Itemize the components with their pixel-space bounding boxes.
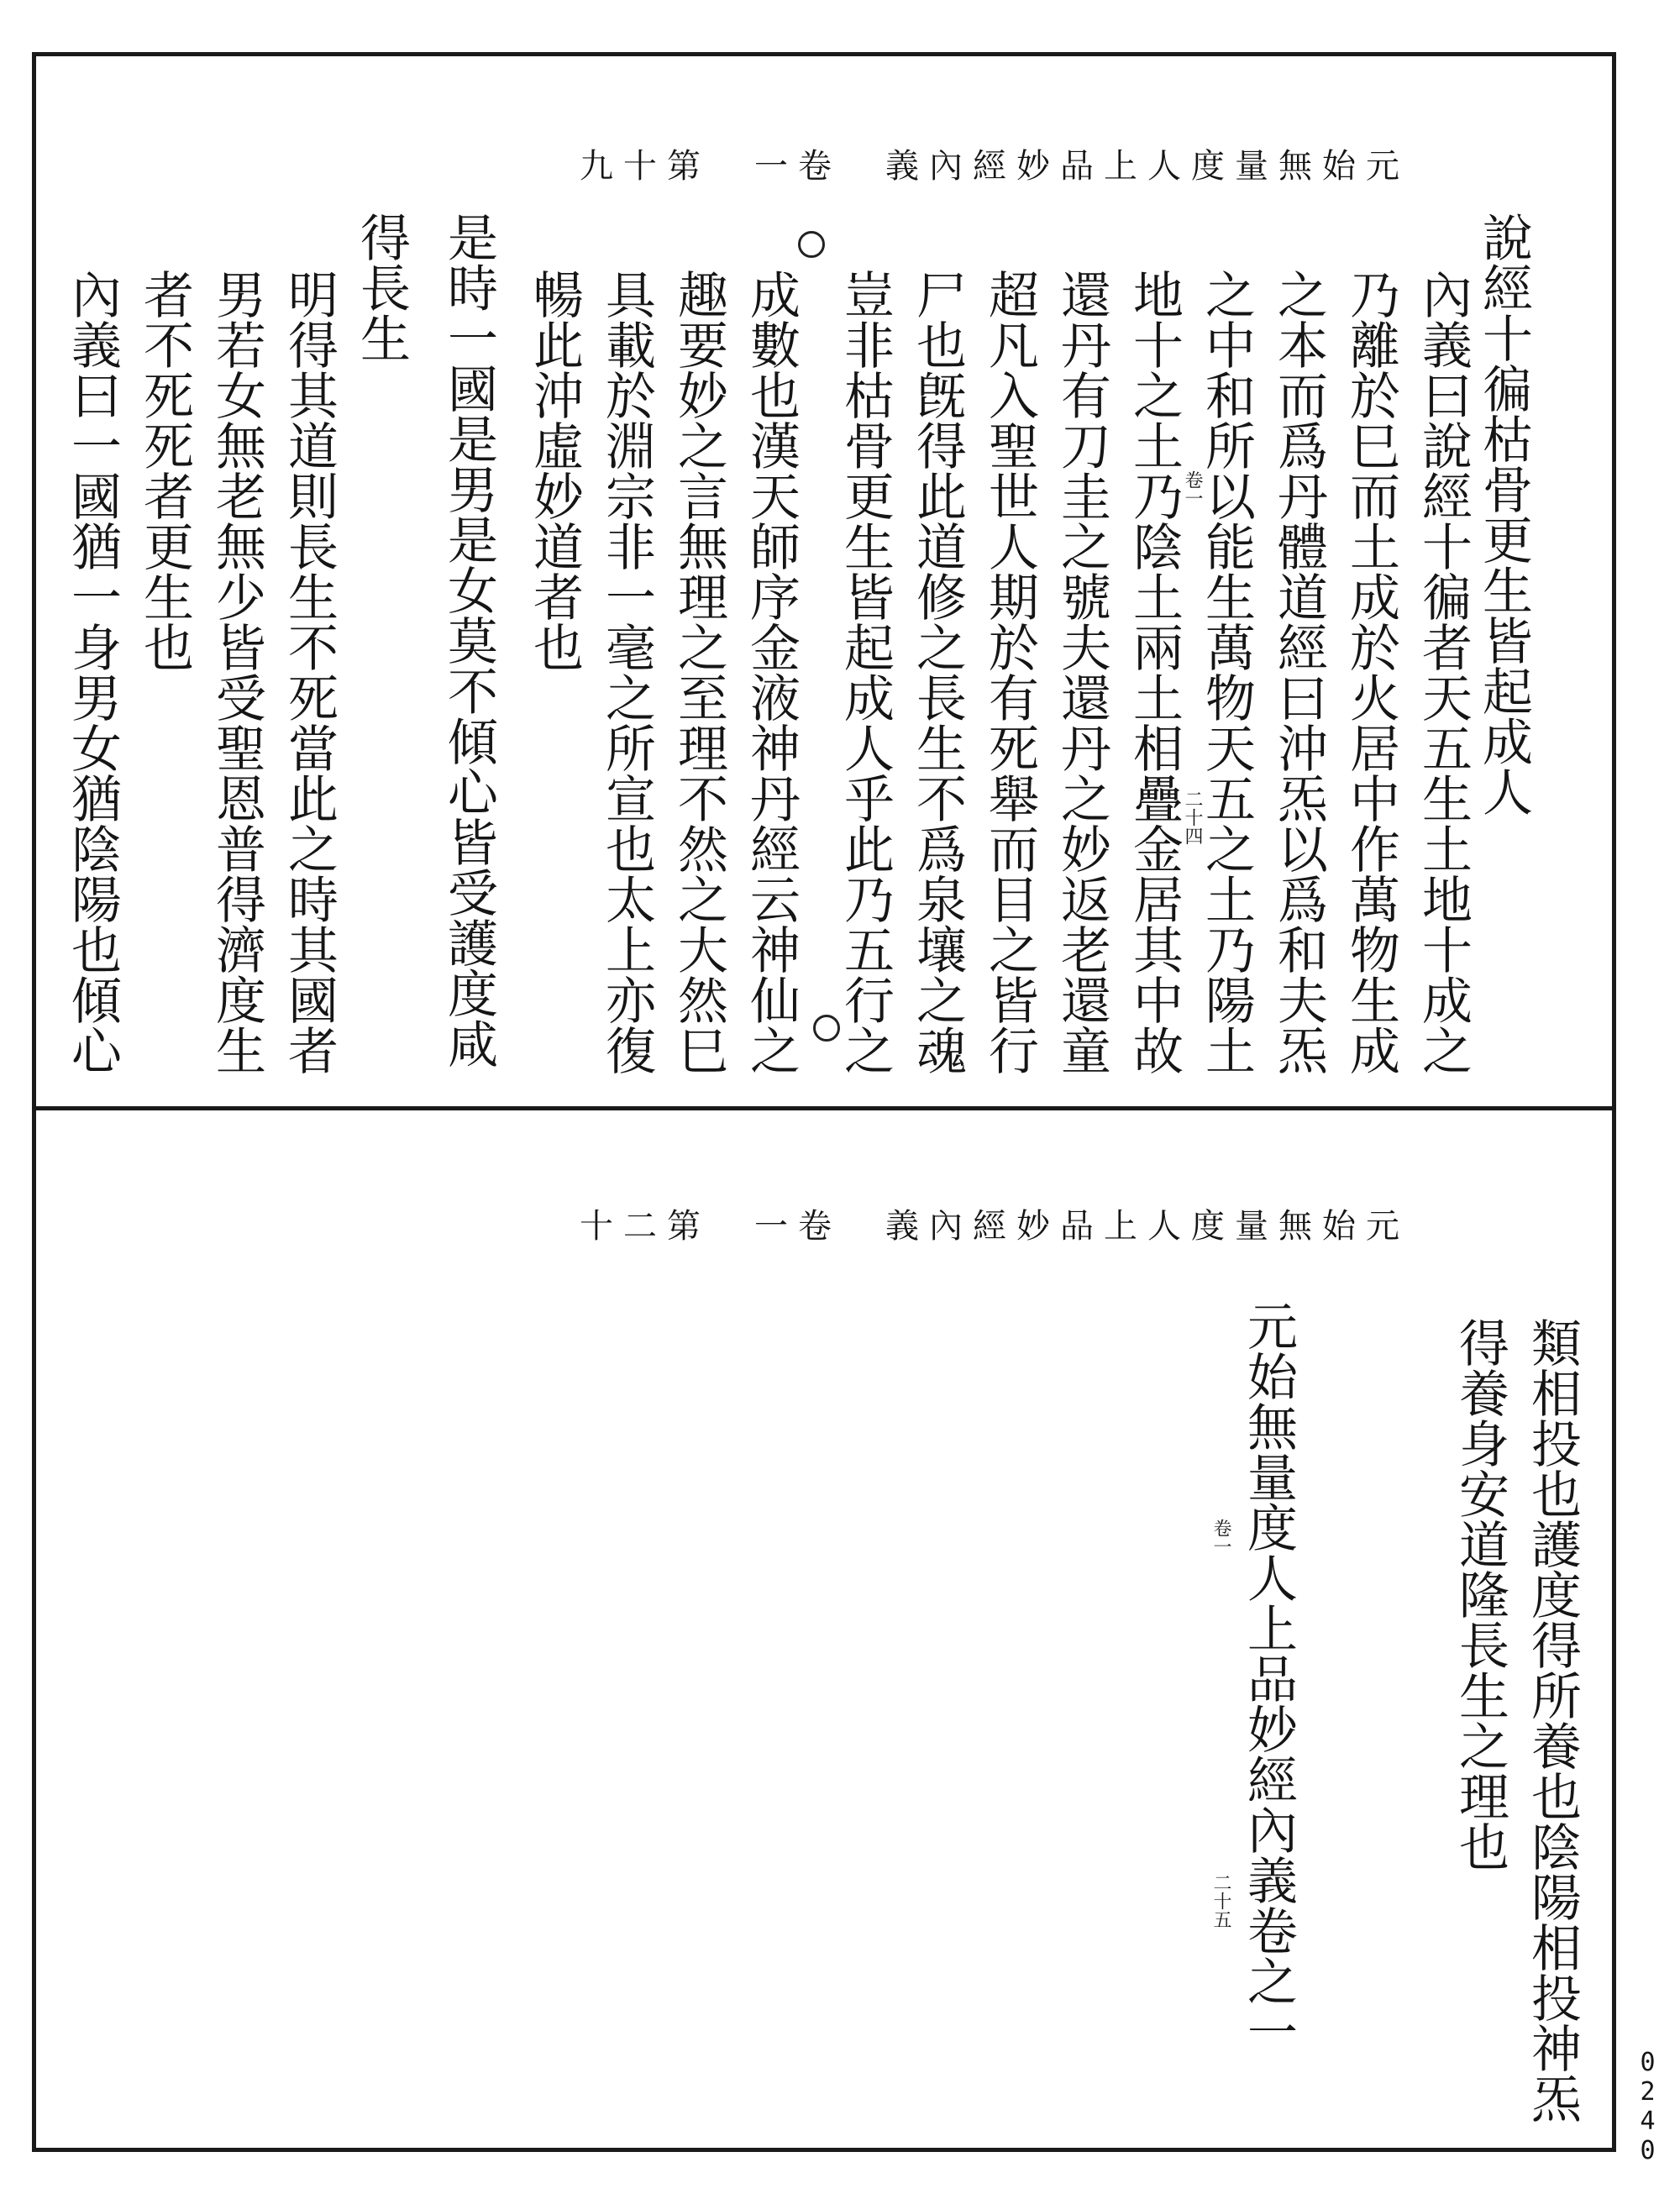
text-column: 具載於淵宗非一毫之所宣也太上亦復 <box>597 269 656 1075</box>
text-column: 內義曰說經十徧者天五生土地十成之 <box>1414 269 1473 1075</box>
page-number: 0240 <box>1633 2048 1662 2165</box>
half-divider <box>32 1106 1616 1110</box>
text-column: 得長生 <box>352 212 411 363</box>
text-column: 說經十徧枯骨更生皆起成人 <box>1474 212 1533 816</box>
text-column: 地十之土乃陰土兩土相疊金居其中故 <box>1125 269 1184 1075</box>
text-column: 成數也漢天師序金液神丹經云神仙之 <box>742 269 801 1075</box>
chapter-annotation: 卷一 <box>1182 470 1203 507</box>
text-column: 得養身安道隆長生之理也 <box>1451 1317 1509 1871</box>
text-column: 超凡入聖世人期於有死舉而目之皆行 <box>980 269 1039 1075</box>
text-column: 之本而爲丹體道經曰沖炁以爲和夫炁 <box>1269 269 1328 1075</box>
upper-header: 元始無量度人上品妙經內義 卷一 第十九 <box>580 147 1410 186</box>
text-column: 男若女無老無少皆受聖恩普得濟度生 <box>207 269 266 1075</box>
text-column: 暢此沖虛妙道者也 <box>525 269 584 672</box>
chapter-annotation: 卷一 <box>1210 1519 1231 1556</box>
text-column: 趣要妙之言無理之至理不然之大然巳 <box>669 269 728 1075</box>
leaf-number: 二十五 <box>1210 1873 1231 1929</box>
punctuation-circle <box>798 231 825 258</box>
leaf-number: 二十四 <box>1182 790 1203 845</box>
document-title: 元始無量度人上品妙經內義卷之一 <box>1239 1300 1298 2056</box>
text-column: 尸也旣得此道修之長生不爲泉壤之魂 <box>908 269 967 1075</box>
punctuation-circle <box>813 1015 840 1042</box>
text-column: 類相投也護度得所養也陰陽相投神炁 <box>1523 1317 1582 2123</box>
text-column: 豈非枯骨更生皆起成人乎此乃五行之 <box>836 269 895 1075</box>
text-column: 內義曰一國猶一身男女猶陰陽也傾心 <box>63 269 122 1075</box>
lower-header: 元始無量度人上品妙經內義 卷一 第二十 <box>580 1207 1410 1246</box>
text-column: 明得其道則長生不死當此之時其國者 <box>280 269 339 1075</box>
text-column: 者不死死者更生也 <box>135 269 194 672</box>
text-column: 之中和所以能生萬物天五之土乃陽土 <box>1197 269 1256 1075</box>
text-column: 還丹有刀圭之號夫還丹之妙返老還童 <box>1053 269 1111 1075</box>
text-column: 是時一國是男是女莫不傾心皆受護度咸 <box>439 212 498 1068</box>
text-column: 乃離於巳而土成於火居中作萬物生成 <box>1341 269 1400 1075</box>
